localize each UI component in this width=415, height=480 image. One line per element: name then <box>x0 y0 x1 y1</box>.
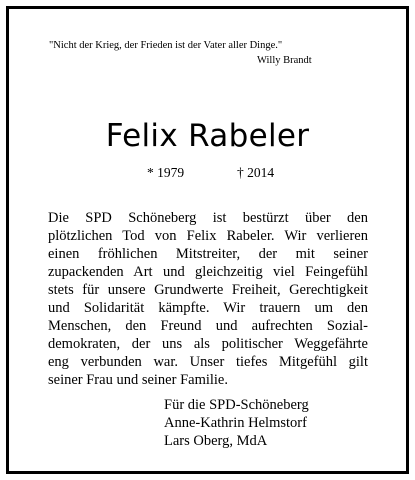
life-dates <box>147 164 275 181</box>
message-line: einen fröhlichen Mitstreiter, der mit seiner <box>48 246 368 262</box>
message-line: und Solidarität kämpfte. Wir trauern um den <box>48 300 368 316</box>
deceased-name: Felix Rabeler <box>105 118 310 154</box>
death-year: † 2014 <box>237 165 275 180</box>
epigraph-quote: "Nicht der Krieg, der Frieden ist der Vater aller Dinge." <box>49 40 283 51</box>
signature-name: Lars Oberg, MdA <box>164 433 268 449</box>
epigraph-author: Willy Brandt <box>257 55 312 66</box>
message-line: Menschen, den Freund und aufrechten Sozial- <box>48 318 368 334</box>
message-line: Die SPD Schöneberg ist bestürzt über den <box>48 210 368 226</box>
signature-block <box>164 396 309 450</box>
message-line: seiner Frau und seiner Familie. <box>48 372 228 388</box>
birth-year: * 1979 <box>147 165 185 180</box>
message-line: zupackenden Art und gleichzeitig viel Feingefühl <box>48 264 368 280</box>
signature-name: Anne-Kathrin Helmstorf <box>164 415 307 431</box>
message-line: stets für unsere Grundwerte Freiheit, Gerechtigkeit <box>48 282 368 298</box>
message-line: plötzlichen Tod von Felix Rabeler. Wir verlieren <box>48 228 368 244</box>
message-line: demokraten, der uns als politischer Weggefährte <box>48 336 368 352</box>
condolence-message <box>48 209 368 389</box>
obituary-notice <box>6 6 409 474</box>
message-line: eng verbunden war. Unser tiefes Mitgefühl gilt <box>48 354 368 370</box>
signature-organization: Für die SPD-Schöneberg <box>164 397 309 413</box>
